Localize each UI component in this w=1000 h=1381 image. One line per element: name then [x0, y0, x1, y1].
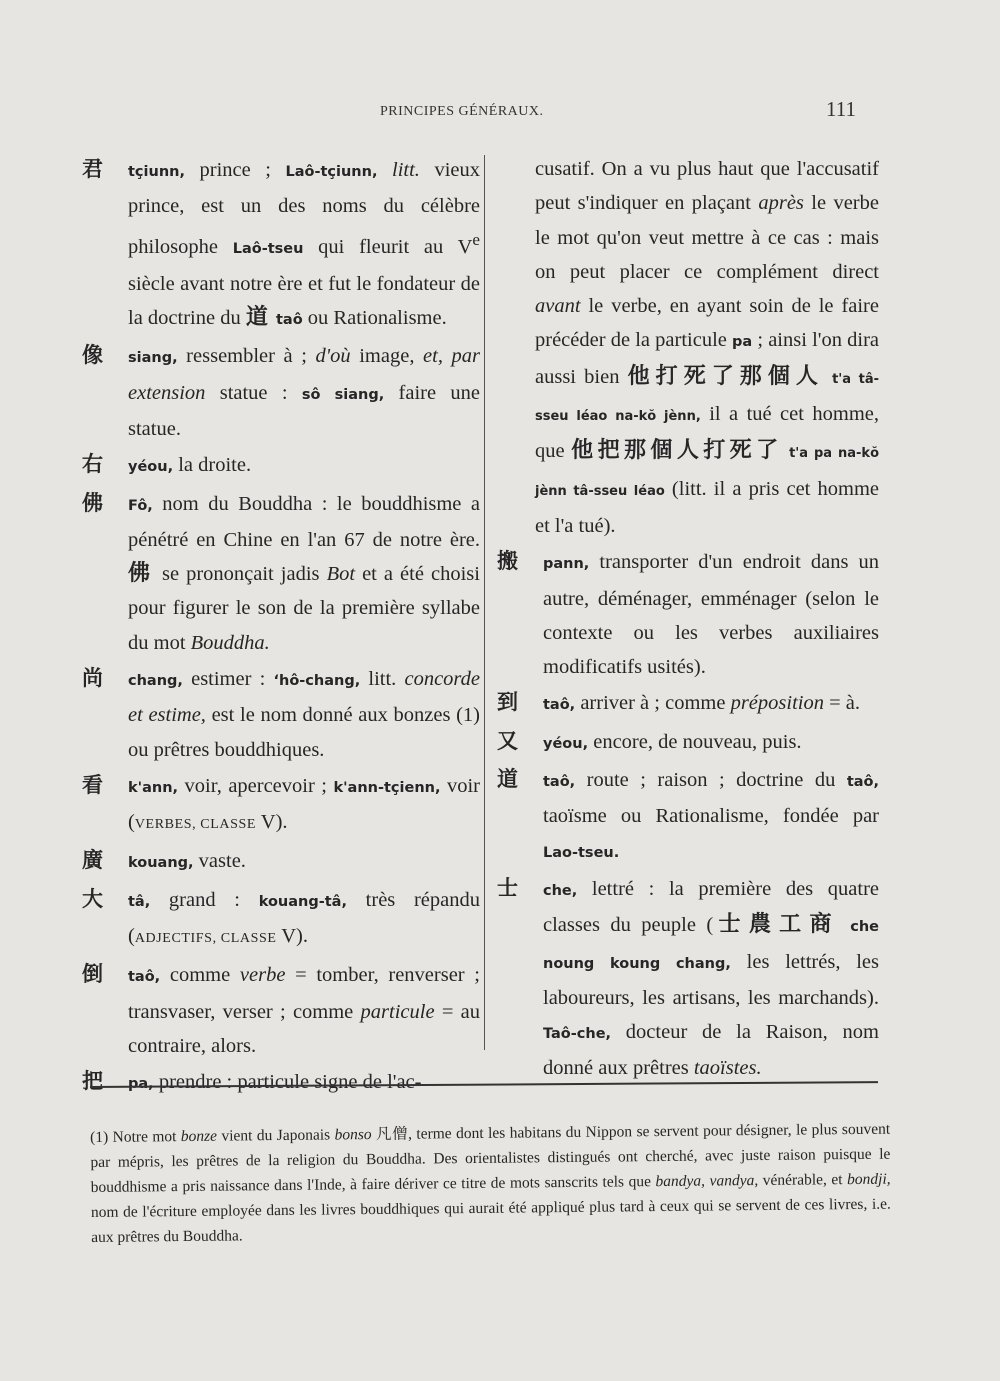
entry-character: 搬 — [497, 549, 518, 574]
dictionary-entry — [82, 957, 480, 1063]
dictionary-entry — [497, 544, 879, 684]
dictionary-entry — [497, 871, 879, 1086]
entry-definition: chang, estimer : ‘hô-chang, litt. concorde et estime, est le nom donné aux bonzes (1) ou prêtres bouddhiques. — [128, 667, 480, 761]
dictionary-entry — [82, 661, 480, 767]
entry-definition: tâ, grand : kouang-tâ, très répandu (ADJECTIFS, CLASSE V). — [128, 888, 481, 948]
entry-definition: pann, transporter d'un endroit dans un autre, déménager, emménager (selon le contexte ou les verbes auxiliaires modificatifs usités). — [543, 551, 879, 679]
entry-definition: kouang, vaste. — [128, 850, 246, 873]
dictionary-entry — [82, 486, 480, 660]
page-number: 111 — [826, 97, 856, 121]
entry-character: 倒 — [82, 962, 103, 987]
entry-character: 又 — [497, 728, 518, 753]
dictionary-entry — [82, 338, 480, 446]
entry-character: 看 — [82, 772, 103, 797]
entry-definition: k'ann, voir, apercevoir ; k'ann-tçienn, voir (VERBES, CLASSE V). — [128, 774, 480, 834]
dictionary-entry — [82, 1064, 480, 1101]
dictionary-entry — [497, 152, 879, 543]
dictionary-entry — [497, 685, 879, 722]
entry-character: 尚 — [82, 665, 103, 690]
entry-definition: siang, ressembler à ; d'où image, et, par extension statue : sô siang, faire une statue. — [128, 345, 481, 440]
entry-character: 到 — [497, 690, 518, 715]
footnote: (1) Notre mot bonze vient du Japonais bonso 凡僧, terme dont les habitans du Nippon se servent pour désigner, le plus souvent par mépris, les prêtres de la religion du Bouddha. Des orientalistes distingués ont cherché, avec juste raison puisque le bouddhisme a pris naissance dans l'Inde, à faire dériver ce titre de mots sanscrits tels que bandya, vandya, vénérable, et bondji, nom de l'écriture employée dans les livres bouddhiques qui aurait été appliqué plus tard à ceux qui se servent de ces livres, i.e. aux prêtres du Bouddha. — [90, 1120, 891, 1246]
entry-definition: cusatif. On a vu plus haut que l'accusatif peut s'indiquer en plaçant après le verbe le mot qu'on veut mettre à ce cas : mais on peut placer ce complément direct avant le verbe, en ayant soin de le faire précéder de la particule pa ; ainsi l'on dira aussi bien 他打死了那個人 t'a tâ-sseu léao na-kŏ jènn, il a tué cet homme, que 他把那個人打死了 t'a pa na-kŏ jènn tâ-sseu léao (litt. il a pris cet homme et l'a tué). — [535, 158, 879, 537]
entry-character: 大 — [82, 886, 103, 911]
dictionary-entry — [82, 447, 480, 484]
entry-character: 把 — [82, 1069, 103, 1094]
column-divider — [484, 155, 485, 1050]
entry-definition: Fô, nom du Bouddha : le bouddhisme a pénétré en Chine en l'an 67 de notre ère. 佛 se prononçait jadis Bot et a été choisi pour figurer le son de la première syllabe du mot Bouddha. — [128, 492, 480, 654]
dictionary-entry — [497, 762, 879, 870]
dictionary-entry — [82, 843, 480, 880]
entry-character: 君 — [82, 157, 103, 181]
right-column — [497, 152, 879, 1087]
dictionary-entry — [82, 882, 480, 957]
entry-character: 廣 — [82, 848, 103, 873]
entry-definition: yéou, encore, de nouveau, puis. — [543, 730, 802, 753]
dictionary-entry — [82, 768, 480, 843]
running-header: PRINCIPES GÉNÉRAUX. — [380, 104, 544, 119]
entry-definition: taô, route ; raison ; doctrine du taô, taoïsme ou Rationalisme, fondée par Lao-tseu. — [543, 769, 879, 861]
entry-character: 士 — [497, 875, 518, 900]
entry-definition: taô, arriver à ; comme préposition = à. — [543, 692, 861, 715]
left-column — [82, 152, 480, 1103]
entry-character: 右 — [82, 452, 103, 477]
entry-character: 像 — [82, 343, 103, 368]
entry-definition: taô, comme verbe = tomber, renverser ; transvaser, verser ; comme particule = au contraire, alors. — [128, 964, 481, 1057]
entry-definition: che, lettré : la première des quatre classes du peuple (士農工商 che noung koung chang, les lettrés, les laboureurs, les artisans, les marchands). Taô-che, docteur de la Raison, nom donné aux prêtres taoïstes. — [543, 877, 880, 1080]
entry-character: 道 — [497, 767, 518, 792]
entry-character: 佛 — [82, 490, 103, 515]
entry-definition: yéou, la droite. — [128, 454, 252, 477]
dictionary-entry — [497, 724, 879, 761]
entry-definition: pa, prendre : particule signe de l'ac- — [128, 1071, 422, 1094]
entry-definition: tçiunn, prince ; Laô-tçiunn, litt. vieux prince, est un des noms du célèbre philosophe Laô-tseu qui fleurit au Ve siècle avant notre ère et fut le fondateur de la doctrine du 道 taô ou Rationalisme. — [128, 159, 480, 331]
dictionary-entry — [82, 152, 480, 337]
